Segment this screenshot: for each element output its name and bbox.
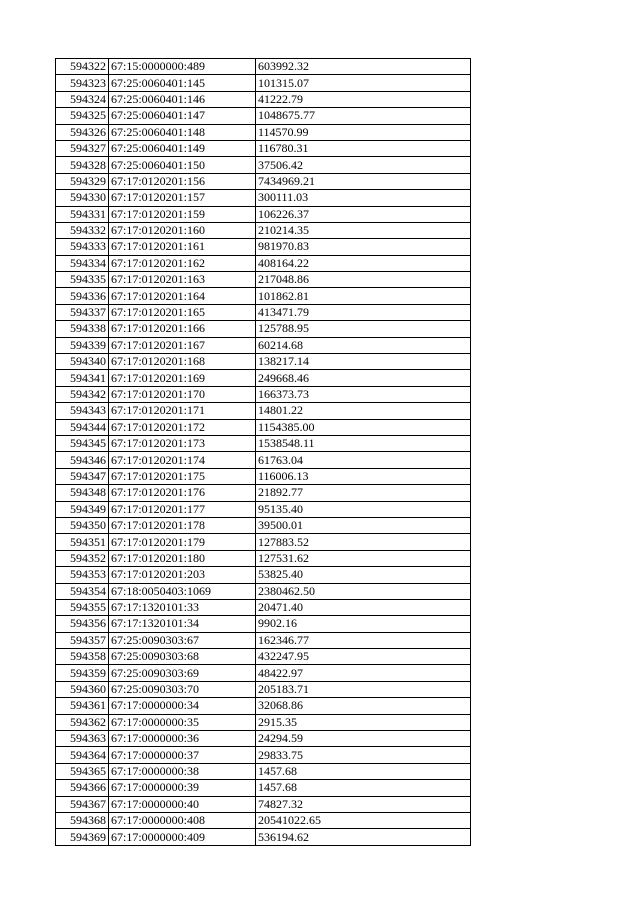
cadastral-number-cell: 67:25:0090303:69 [109,665,256,681]
cadastral-number-cell: 67:17:0120201:169 [109,370,256,386]
table-row [56,714,471,730]
amount-cell: 116006.13 [256,468,471,484]
row-id-cell: 594367 [56,796,109,812]
cadastral-number-cell: 67:17:0120201:161 [109,239,256,255]
amount-cell: 1457.68 [256,780,471,796]
row-id-cell: 594322 [56,59,109,75]
row-id-cell: 594368 [56,812,109,828]
row-id-cell: 594324 [56,91,109,107]
row-id-cell: 594355 [56,599,109,615]
cadastral-number-cell: 67:25:0060401:149 [109,140,256,156]
amount-cell: 432247.95 [256,649,471,665]
table-row [56,550,471,566]
amount-cell: 37506.42 [256,157,471,173]
row-id-cell: 594358 [56,649,109,665]
row-id-cell: 594345 [56,435,109,451]
cadastral-number-cell: 67:17:0120201:177 [109,501,256,517]
cadastral-number-cell: 67:17:0120201:179 [109,534,256,550]
table-row [56,698,471,714]
row-id-cell: 594333 [56,239,109,255]
cadastral-number-cell: 67:17:0120201:164 [109,288,256,304]
amount-cell: 138217.14 [256,354,471,370]
table-row [56,517,471,533]
cadastral-number-cell: 67:17:0120201:156 [109,173,256,189]
cadastral-number-cell: 67:17:1320101:34 [109,616,256,632]
table-row [56,780,471,796]
cadastral-number-cell: 67:17:0120201:168 [109,354,256,370]
table-row [56,173,471,189]
row-id-cell: 594325 [56,108,109,124]
table-row [56,288,471,304]
table-row [56,354,471,370]
amount-cell: 1154385.00 [256,419,471,435]
row-id-cell: 594369 [56,829,109,845]
amount-cell: 249668.46 [256,370,471,386]
row-id-cell: 594354 [56,583,109,599]
cadastral-number-cell: 67:17:0120201:165 [109,304,256,320]
row-id-cell: 594350 [56,517,109,533]
table-row [56,140,471,156]
table-row [56,681,471,697]
row-id-cell: 594363 [56,731,109,747]
row-id-cell: 594360 [56,681,109,697]
cadastral-number-cell: 67:17:0000000:40 [109,796,256,812]
cadastral-number-cell: 67:25:0060401:148 [109,124,256,140]
row-id-cell: 594327 [56,140,109,156]
amount-cell: 101862.81 [256,288,471,304]
cadastral-number-cell: 67:25:0060401:146 [109,91,256,107]
cadastral-number-cell: 67:17:0120201:160 [109,222,256,238]
table-row [56,304,471,320]
amount-cell: 39500.01 [256,517,471,533]
amount-cell: 536194.62 [256,829,471,845]
cadastral-number-cell: 67:17:0120201:170 [109,386,256,402]
table-row [56,206,471,222]
amount-cell: 1048675.77 [256,108,471,124]
cadastral-number-cell: 67:17:0120201:167 [109,337,256,353]
cadastral-number-cell: 67:17:0000000:36 [109,731,256,747]
table-row [56,108,471,124]
cadastral-number-cell: 67:25:0060401:150 [109,157,256,173]
table-row [56,599,471,615]
row-id-cell: 594323 [56,75,109,91]
row-id-cell: 594348 [56,485,109,501]
cadastral-number-cell: 67:17:0120201:166 [109,321,256,337]
row-id-cell: 594359 [56,665,109,681]
amount-cell: 217048.86 [256,272,471,288]
cadastral-number-cell: 67:17:0120201:178 [109,517,256,533]
amount-cell: 74827.32 [256,796,471,812]
cadastral-number-cell: 67:17:0120201:172 [109,419,256,435]
table-row [56,337,471,353]
table-row [56,468,471,484]
row-id-cell: 594357 [56,632,109,648]
data-table [55,58,471,846]
row-id-cell: 594340 [56,354,109,370]
row-id-cell: 594339 [56,337,109,353]
cadastral-number-cell: 67:17:0000000:38 [109,763,256,779]
table-row [56,386,471,402]
table-row [56,370,471,386]
row-id-cell: 594332 [56,222,109,238]
row-id-cell: 594341 [56,370,109,386]
table-row [56,321,471,337]
row-id-cell: 594328 [56,157,109,173]
cadastral-number-cell: 67:17:0120201:180 [109,550,256,566]
row-id-cell: 594329 [56,173,109,189]
amount-cell: 127531.62 [256,550,471,566]
amount-cell: 127883.52 [256,534,471,550]
amount-cell: 9902.16 [256,616,471,632]
row-id-cell: 594337 [56,304,109,320]
row-id-cell: 594356 [56,616,109,632]
cadastral-number-cell: 67:17:0120201:176 [109,485,256,501]
row-id-cell: 594365 [56,763,109,779]
amount-cell: 2915.35 [256,714,471,730]
row-id-cell: 594346 [56,452,109,468]
row-id-cell: 594362 [56,714,109,730]
row-id-cell: 594349 [56,501,109,517]
cadastral-number-cell: 67:17:0000000:34 [109,698,256,714]
amount-cell: 205183.71 [256,681,471,697]
table-row [56,665,471,681]
cadastral-number-cell: 67:17:0120201:157 [109,190,256,206]
amount-cell: 24294.59 [256,731,471,747]
row-id-cell: 594364 [56,747,109,763]
row-id-cell: 594336 [56,288,109,304]
cadastral-number-cell: 67:25:0090303:70 [109,681,256,697]
amount-cell: 20471.40 [256,599,471,615]
table-row [56,419,471,435]
table-row [56,435,471,451]
amount-cell: 61763.04 [256,452,471,468]
cadastral-number-cell: 67:18:0050403:1069 [109,583,256,599]
amount-cell: 413471.79 [256,304,471,320]
table-row [56,501,471,517]
table-row [56,222,471,238]
amount-cell: 48422.97 [256,665,471,681]
amount-cell: 41222.79 [256,91,471,107]
amount-cell: 114570.99 [256,124,471,140]
table-row [56,616,471,632]
amount-cell: 32068.86 [256,698,471,714]
row-id-cell: 594331 [56,206,109,222]
table-row [56,747,471,763]
row-id-cell: 594366 [56,780,109,796]
amount-cell: 981970.83 [256,239,471,255]
table-row [56,403,471,419]
amount-cell: 166373.73 [256,386,471,402]
table-row [56,812,471,828]
cadastral-number-cell: 67:17:0120201:203 [109,567,256,583]
amount-cell: 162346.77 [256,632,471,648]
table-row [56,452,471,468]
cadastral-number-cell: 67:17:0120201:173 [109,435,256,451]
cadastral-number-cell: 67:17:0120201:174 [109,452,256,468]
cadastral-number-cell: 67:15:0000000:489 [109,59,256,75]
table-row [56,649,471,665]
row-id-cell: 594351 [56,534,109,550]
row-id-cell: 594353 [56,567,109,583]
table-row [56,255,471,271]
amount-cell: 29833.75 [256,747,471,763]
table-row [56,567,471,583]
table-row [56,829,471,845]
amount-cell: 21892.77 [256,485,471,501]
row-id-cell: 594334 [56,255,109,271]
cadastral-number-cell: 67:17:0120201:175 [109,468,256,484]
amount-cell: 60214.68 [256,337,471,353]
row-id-cell: 594330 [56,190,109,206]
cadastral-number-cell: 67:25:0090303:67 [109,632,256,648]
amount-cell: 53825.40 [256,567,471,583]
amount-cell: 603992.32 [256,59,471,75]
table-row [56,534,471,550]
amount-cell: 300111.03 [256,190,471,206]
cadastral-number-cell: 67:17:0120201:171 [109,403,256,419]
cadastral-number-cell: 67:17:1320101:33 [109,599,256,615]
cadastral-number-cell: 67:17:0000000:408 [109,812,256,828]
table-row [56,731,471,747]
row-id-cell: 594343 [56,403,109,419]
amount-cell: 95135.40 [256,501,471,517]
amount-cell: 1538548.11 [256,435,471,451]
cadastral-number-cell: 67:25:0090303:68 [109,649,256,665]
row-id-cell: 594344 [56,419,109,435]
table-row [56,157,471,173]
table-row [56,763,471,779]
row-id-cell: 594335 [56,272,109,288]
table-row [56,190,471,206]
row-id-cell: 594326 [56,124,109,140]
table-body [56,59,471,846]
table-row [56,796,471,812]
cadastral-number-cell: 67:17:0120201:162 [109,255,256,271]
cadastral-number-cell: 67:17:0000000:37 [109,747,256,763]
cadastral-number-cell: 67:25:0060401:145 [109,75,256,91]
amount-cell: 116780.31 [256,140,471,156]
amount-cell: 106226.37 [256,206,471,222]
table-row [56,583,471,599]
amount-cell: 125788.95 [256,321,471,337]
row-id-cell: 594352 [56,550,109,566]
amount-cell: 7434969.21 [256,173,471,189]
amount-cell: 20541022.65 [256,812,471,828]
table-row [56,239,471,255]
amount-cell: 2380462.50 [256,583,471,599]
row-id-cell: 594338 [56,321,109,337]
table-row [56,91,471,107]
amount-cell: 408164.22 [256,255,471,271]
amount-cell: 101315.07 [256,75,471,91]
row-id-cell: 594361 [56,698,109,714]
amount-cell: 1457.68 [256,763,471,779]
cadastral-number-cell: 67:25:0060401:147 [109,108,256,124]
cadastral-number-cell: 67:17:0000000:409 [109,829,256,845]
cadastral-number-cell: 67:17:0120201:159 [109,206,256,222]
table-row [56,632,471,648]
table-row [56,124,471,140]
table-row [56,59,471,75]
cadastral-number-cell: 67:17:0120201:163 [109,272,256,288]
amount-cell: 14801.22 [256,403,471,419]
cadastral-number-cell: 67:17:0000000:35 [109,714,256,730]
table-row [56,75,471,91]
table-row [56,272,471,288]
row-id-cell: 594347 [56,468,109,484]
amount-cell: 210214.35 [256,222,471,238]
table-row [56,485,471,501]
cadastral-number-cell: 67:17:0000000:39 [109,780,256,796]
row-id-cell: 594342 [56,386,109,402]
